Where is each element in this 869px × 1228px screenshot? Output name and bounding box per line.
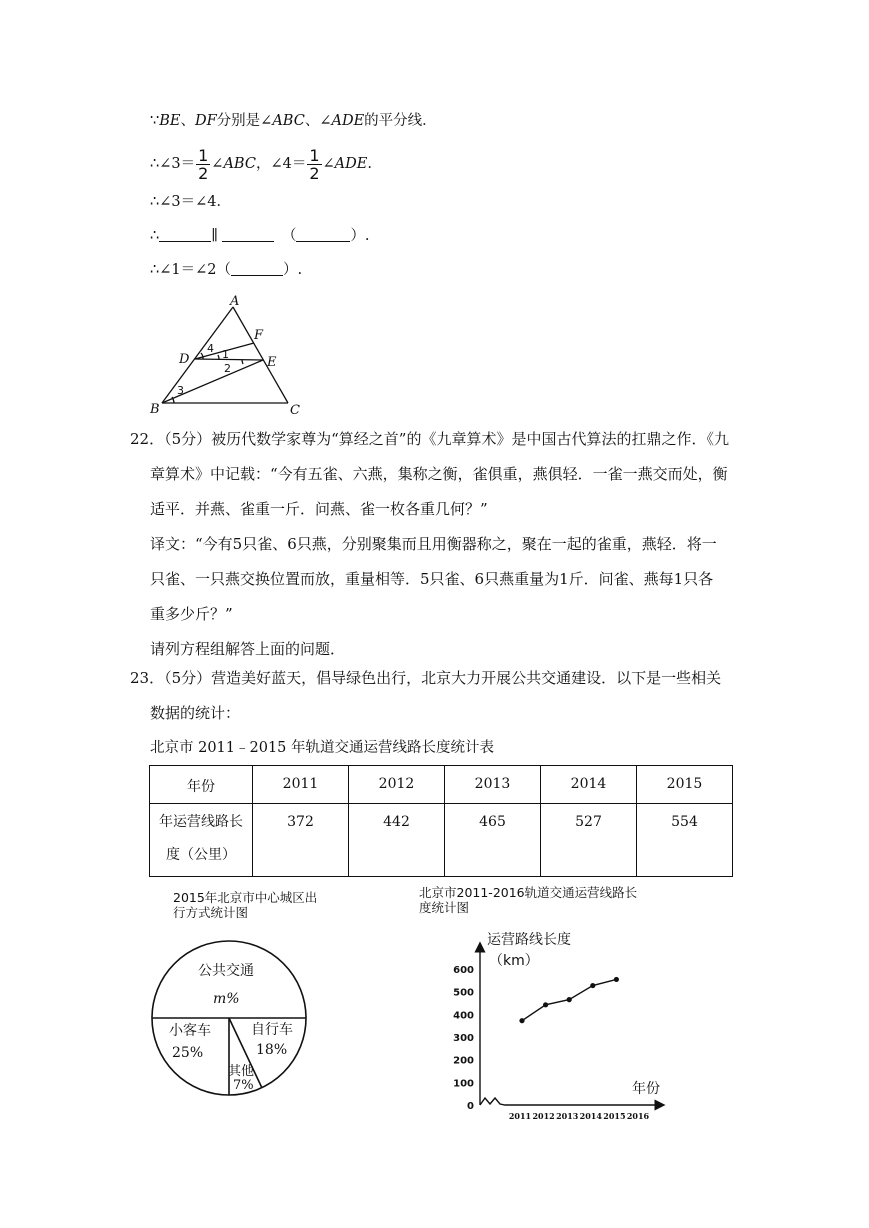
table-cell: 554: [637, 804, 733, 877]
table-cell: 527: [541, 804, 637, 877]
angle-abc: ABC: [223, 156, 256, 172]
table-header-cell: 2011: [253, 766, 349, 804]
answer-blank[interactable]: [222, 227, 274, 242]
label-angle-3: 3: [177, 384, 184, 397]
text: .: [367, 156, 372, 172]
proof-line-2: [150, 146, 372, 182]
pie-value-car: 25%: [172, 1045, 204, 1061]
y-axis-unit: （km）: [489, 953, 539, 969]
because-symbol: ∵: [150, 113, 160, 129]
label-b: B: [150, 402, 160, 417]
table-cell: 465: [445, 804, 541, 877]
close-paren: ）.: [350, 228, 370, 244]
data-point: [567, 997, 572, 1002]
y-tick-label: 600: [453, 965, 474, 976]
row-label-line: 度（公里）: [166, 847, 236, 863]
close-paren: ）.: [282, 262, 303, 278]
table-cell: 442: [349, 804, 445, 877]
table-header-cell: 2015: [637, 766, 733, 804]
proof-line-3: ∴∠3＝∠4．: [150, 194, 231, 210]
label-a: A: [230, 294, 240, 309]
pie-label-bicycle: 自行车: [251, 1022, 293, 1038]
side-ab: [162, 307, 233, 403]
text: 分别是∠: [216, 113, 273, 129]
pie-value-bicycle: 18%: [256, 1042, 288, 1058]
text: ∴∠1＝∠2（: [150, 262, 231, 278]
angle-arc-1: [218, 355, 219, 359]
pie-label-car: 小客车: [169, 1023, 211, 1039]
text: ，∠4＝: [255, 156, 307, 172]
label-d: D: [179, 352, 190, 367]
q22-line: 重多少斤？”: [150, 605, 233, 623]
side-ac: [233, 307, 288, 403]
segment-be: BE: [159, 113, 181, 129]
text: 的平分线．: [364, 113, 437, 129]
segment-df: [195, 343, 254, 359]
proof-line-4: [150, 226, 370, 246]
q23-line: 数据的统计：: [150, 704, 241, 722]
row-label-line: 年运营线路长: [159, 814, 243, 830]
pie-label-public-transit: 公共交通: [198, 963, 254, 979]
pie-circle: [152, 941, 306, 1095]
q22-line: 请列方程组解答上面的问题．: [150, 640, 346, 658]
segment-de: [195, 359, 263, 360]
fraction-numerator: 1: [198, 145, 209, 165]
x-tick-label: 2016: [626, 1111, 650, 1121]
y-tick-label: 400: [453, 1010, 474, 1022]
angle-arc-4: [201, 353, 203, 359]
question-22: [130, 422, 729, 667]
table-header-cell: 年份: [150, 766, 253, 804]
y-tick-label: 300: [453, 1033, 474, 1044]
y-tick-label: 200: [453, 1055, 474, 1067]
x-tick-label: 2012: [532, 1111, 555, 1121]
angle-symbol: ∠: [322, 156, 335, 172]
label-angle-4: 4: [207, 342, 214, 355]
label-angle-2: 2: [224, 362, 231, 375]
segment-be: [162, 360, 263, 403]
x-axis-label: 年份: [632, 1081, 660, 1097]
parallel-symbol: ∥: [211, 228, 218, 244]
fraction-half: [307, 147, 321, 182]
segment-df: DF: [194, 113, 217, 129]
angle-abc: ABC: [272, 113, 305, 129]
q22-line: 章算术》中记载：“今有五雀、六燕，集称之衡，雀俱重，燕俱轻．一雀一燕交而处，衡: [150, 465, 728, 483]
table-header-cell: 2013: [445, 766, 541, 804]
fraction-denominator: 2: [309, 163, 320, 183]
proof-line-5: [150, 260, 302, 280]
reason-blank[interactable]: [296, 227, 350, 242]
therefore-symbol: ∴: [150, 228, 160, 244]
table-header-cell: 2012: [349, 766, 445, 804]
open-paren: （: [281, 228, 297, 244]
angle-arc-3: [172, 397, 174, 403]
chart-title-line: 度统计图: [419, 900, 470, 915]
table-cell: 372: [253, 804, 349, 877]
x-tick-label: 2011: [508, 1111, 532, 1121]
data-point: [614, 977, 619, 982]
data-point: [519, 1018, 524, 1023]
separator: 、: [180, 113, 195, 129]
table-title: 北京市 2011﹣2015 年轨道交通运营线路长度统计表: [150, 740, 495, 756]
text: 、∠: [304, 113, 332, 129]
pie-value-public-transit: m%: [213, 991, 240, 1007]
fraction-denominator: 2: [198, 163, 209, 183]
angle-ade: ADE: [331, 113, 365, 129]
y-tick-label: 0: [467, 1101, 474, 1112]
label-c: C: [290, 403, 300, 418]
data-point: [543, 1002, 548, 1007]
pie-divider: [229, 1018, 262, 1088]
table-row: [150, 804, 733, 877]
text: ∴∠3＝: [150, 156, 196, 172]
series-line: [522, 979, 616, 1020]
table-header-cell: 2014: [541, 766, 637, 804]
fraction-numerator: 1: [309, 145, 320, 165]
y-axis-label: 运营路线长度: [487, 932, 571, 948]
reason-blank[interactable]: [231, 261, 283, 276]
table-row-label: [150, 804, 253, 877]
x-tick-label: 2013: [556, 1111, 579, 1121]
statistics-table: [149, 765, 733, 877]
q22-line: 适平．并燕、雀重一斤．问燕、雀一枚各重几何？”: [150, 500, 488, 518]
proof-line-1: [150, 111, 437, 131]
answer-blank[interactable]: [159, 227, 211, 242]
label-f: F: [254, 328, 264, 343]
pie-label-other: 其他: [228, 1064, 255, 1079]
x-axis: [480, 1098, 660, 1105]
y-tick-label: 500: [453, 987, 474, 999]
pie-title: [173, 890, 317, 920]
line-chart-title: [419, 885, 637, 915]
q22-line: 22．（5分）被历代数学家尊为“算经之首”的《九章算术》是中国古代算法的扛鼎之作．《九: [130, 430, 729, 448]
pie-value-other: 7%: [233, 1078, 254, 1093]
fraction-half: [196, 147, 210, 182]
x-tick-label: 2015: [603, 1111, 626, 1121]
label-angle-1: 1: [222, 348, 229, 361]
y-tick-label: 100: [453, 1078, 474, 1090]
data-point: [590, 983, 595, 988]
table-header-row: [150, 766, 733, 804]
angle-arc-2: [242, 360, 243, 364]
q22-line: 只雀、一只燕交换位置而放，重量相等．5只雀、6只燕重量为1斤．问雀、燕每1只各: [150, 570, 714, 588]
x-tick-label: 2014: [579, 1111, 602, 1121]
question-23: [130, 661, 721, 731]
pie-title-line: 2015年北京市中心城区出: [173, 890, 318, 905]
angle-ade: ADE: [334, 156, 368, 172]
q22-line: 译文：“今有5只雀、6只燕，分别聚集而且用衡器称之，聚在一起的雀重，燕轻．将一: [150, 535, 717, 553]
q23-line: 23．（5分）营造美好蓝天，倡导绿色出行，北京大力开展公共交通建设．以下是一些相关: [130, 669, 722, 687]
label-e: E: [267, 355, 277, 370]
pie-title-line: 行方式统计图: [173, 905, 249, 920]
angle-symbol: ∠: [211, 156, 224, 172]
chart-title-line: 北京市2011-2016轨道交通运营线路长: [419, 885, 638, 900]
